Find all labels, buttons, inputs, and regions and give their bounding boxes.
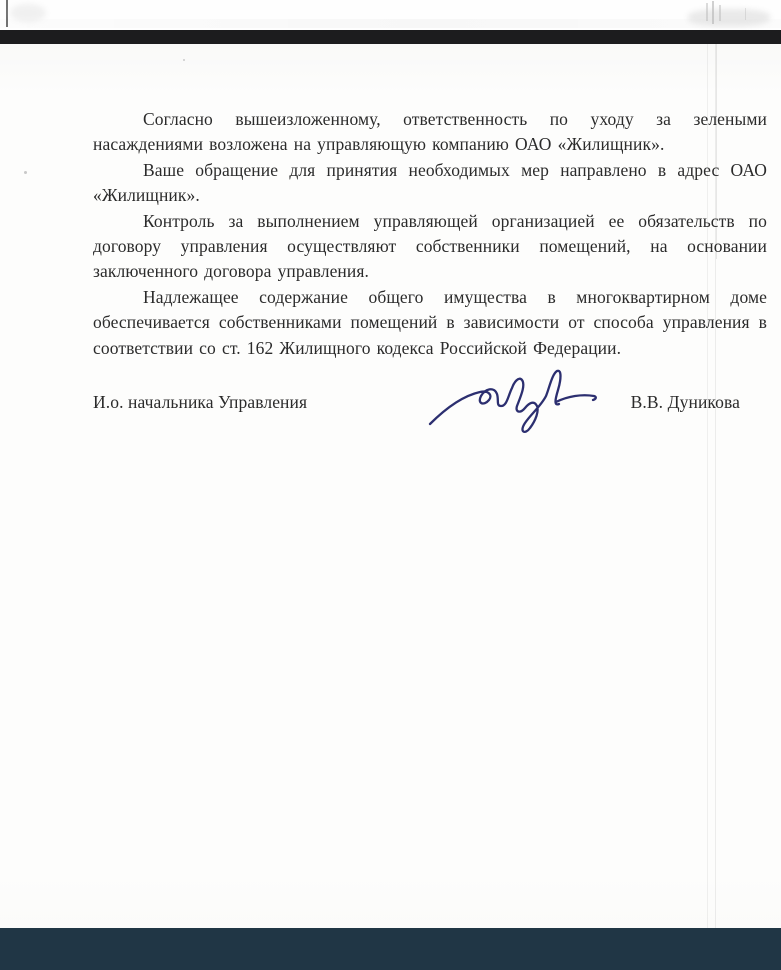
letter-text-block — [93, 107, 767, 361]
scan-artifact-smudge-bar — [719, 5, 721, 21]
scan-artifact-streak — [0, 19, 781, 28]
signature-row — [93, 392, 767, 452]
scan-artifact-smudge-bar — [745, 8, 746, 20]
signature-stroke — [430, 371, 596, 432]
signature-handwriting-icon — [424, 362, 604, 447]
scan-black-band-top — [0, 30, 781, 44]
scan-artifact-speck — [24, 171, 27, 174]
scan-artifact-smudge — [688, 9, 770, 26]
paragraph-responsibility: Согласно вышеизложенному, ответственность по уходу за зелеными насаждениями возложена на управляющую компанию ОАО «Жилищник». — [93, 109, 767, 155]
signer-name: В.В. Дуникова — [630, 392, 740, 412]
scan-artifact-corner-smear — [10, 4, 46, 22]
scan-artifact-smudge-bar — [706, 3, 708, 21]
scan-dark-band-bottom — [0, 928, 781, 970]
scan-artifact-edge-tick — [6, 0, 8, 27]
signer-title: И.о. начальника Управления — [93, 392, 308, 412]
scan-top-edge — [0, 0, 781, 30]
paragraph-forwarded: Ваше обращение для принятия необходимых мер направлено в адрес ОАО «Жилищник». — [93, 159, 767, 206]
scan-artifact-smudge-bar — [712, 1, 714, 24]
paragraph-maintenance: Надлежащее содержание общего имущества в многоквартирном доме обеспечивается собственниками помещений в зависимости от способа управления в соответствии со ст. 162 Жилищного кодекса Российской Федерации. — [93, 286, 767, 358]
paragraph-control: Контроль за выполнением управляющей организацией ее обязательств по договору управления осуществляют собственники помещений, на основании заключенного договора управления. — [93, 210, 767, 282]
scan-artifact-speck — [183, 59, 185, 61]
